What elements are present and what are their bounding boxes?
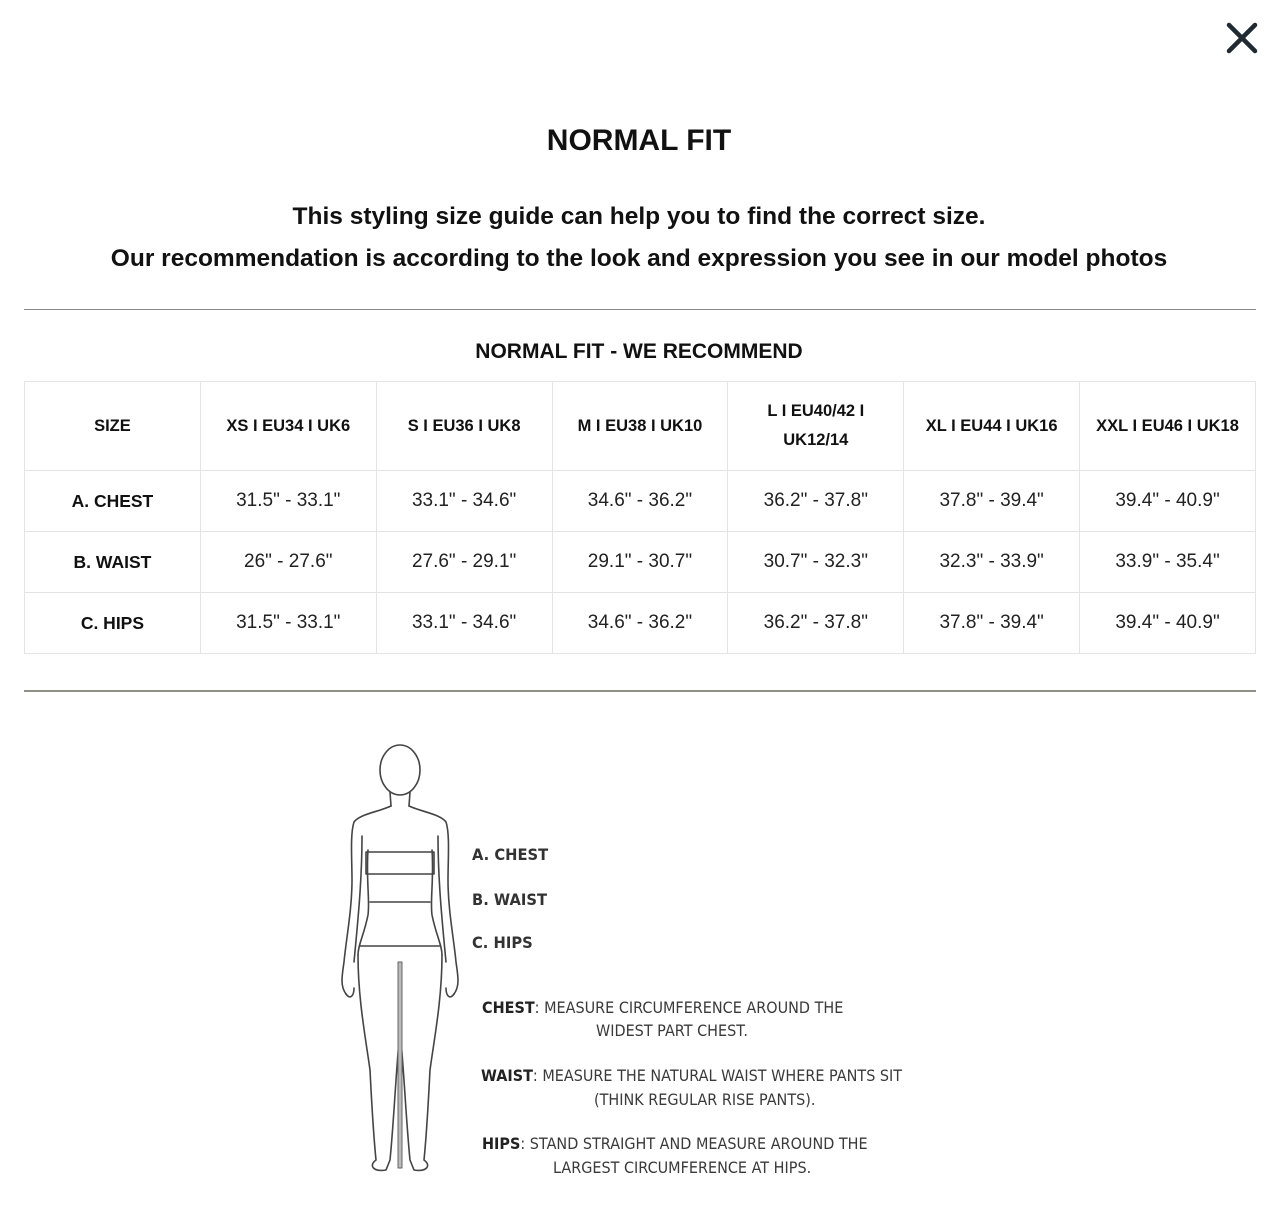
table-cell: 32.3" - 33.9" <box>904 532 1080 593</box>
table-cell: 30.7" - 32.3" <box>728 532 904 593</box>
table-cell: 27.6" - 29.1" <box>376 532 552 593</box>
table-cell: 26" - 27.6" <box>200 532 376 593</box>
table-cell: 39.4" - 40.9" <box>1080 593 1256 654</box>
waist-instruction-line1: : MEASURE THE NATURAL WAIST WHERE PANTS SIT <box>532 1066 903 1085</box>
column-header: L I EU40/42 I UK12/14 <box>728 382 904 471</box>
chest-label: A. CHEST <box>472 845 549 864</box>
column-header: XS I EU34 I UK6 <box>200 382 376 471</box>
hips-instruction-line1: : STAND STRAIGHT AND MEASURE AROUND THE <box>520 1134 868 1153</box>
table-cell: 31.5" - 33.1" <box>200 593 376 654</box>
row-label: B. WAIST <box>25 532 201 593</box>
waist-label: B. WAIST <box>472 890 548 909</box>
divider <box>24 309 1256 310</box>
table-cell: 37.8" - 39.4" <box>904 471 1080 532</box>
column-header: S I EU36 I UK8 <box>376 382 552 471</box>
table-row <box>25 532 1256 593</box>
table-cell: 36.2" - 37.8" <box>728 471 904 532</box>
table-cell: 34.6" - 36.2" <box>552 471 728 532</box>
size-table-title: NORMAL FIT - WE RECOMMEND <box>475 340 803 363</box>
intro-text <box>0 196 1278 280</box>
table-cell: 33.1" - 34.6" <box>376 471 552 532</box>
waist-instruction <box>481 1064 902 1087</box>
close-button[interactable] <box>1222 18 1262 58</box>
waist-term: WAIST <box>481 1066 533 1085</box>
hips-instruction-line2: LARGEST CIRCUMFERENCE AT HIPS. <box>553 1158 812 1177</box>
table-row <box>25 593 1256 654</box>
chest-instruction <box>482 996 843 1019</box>
hips-instruction <box>482 1132 868 1155</box>
table-cell: 34.6" - 36.2" <box>552 593 728 654</box>
table-row <box>25 471 1256 532</box>
chest-instruction-line1: : MEASURE CIRCUMFERENCE AROUND THE <box>534 998 844 1017</box>
table-cell: 33.1" - 34.6" <box>376 593 552 654</box>
intro-line-2: Our recommendation is according to the look and expression you see in our model photos <box>110 245 1168 272</box>
table-cell: 36.2" - 37.8" <box>728 593 904 654</box>
page-title: NORMAL FIT <box>546 124 732 157</box>
table-cell: 37.8" - 39.4" <box>904 593 1080 654</box>
body-figure-illustration <box>330 740 470 1180</box>
table-cell: 39.4" - 40.9" <box>1080 471 1256 532</box>
row-label: A. CHEST <box>25 471 201 532</box>
size-table <box>24 381 1256 654</box>
waist-instruction-line2: (THINK REGULAR RISE PANTS). <box>594 1090 816 1109</box>
row-label: C. HIPS <box>25 593 201 654</box>
table-cell: 33.9" - 35.4" <box>1080 532 1256 593</box>
column-header: M I EU38 I UK10 <box>552 382 728 471</box>
column-header: XL I EU44 I UK16 <box>904 382 1080 471</box>
column-header: XXL I EU46 I UK18 <box>1080 382 1256 471</box>
table-cell: 31.5" - 33.1" <box>200 471 376 532</box>
table-cell: 29.1" - 30.7" <box>552 532 728 593</box>
chest-term: CHEST <box>482 998 535 1017</box>
divider <box>24 690 1256 692</box>
chest-instruction-line2: WIDEST PART CHEST. <box>596 1021 748 1040</box>
hips-term: HIPS <box>482 1134 521 1153</box>
intro-line-1: This styling size guide can help you to find the correct size. <box>292 203 986 230</box>
hips-label: C. HIPS <box>472 933 533 952</box>
column-header: SIZE <box>25 382 201 471</box>
table-header-row <box>25 382 1256 471</box>
close-icon <box>1222 18 1262 58</box>
